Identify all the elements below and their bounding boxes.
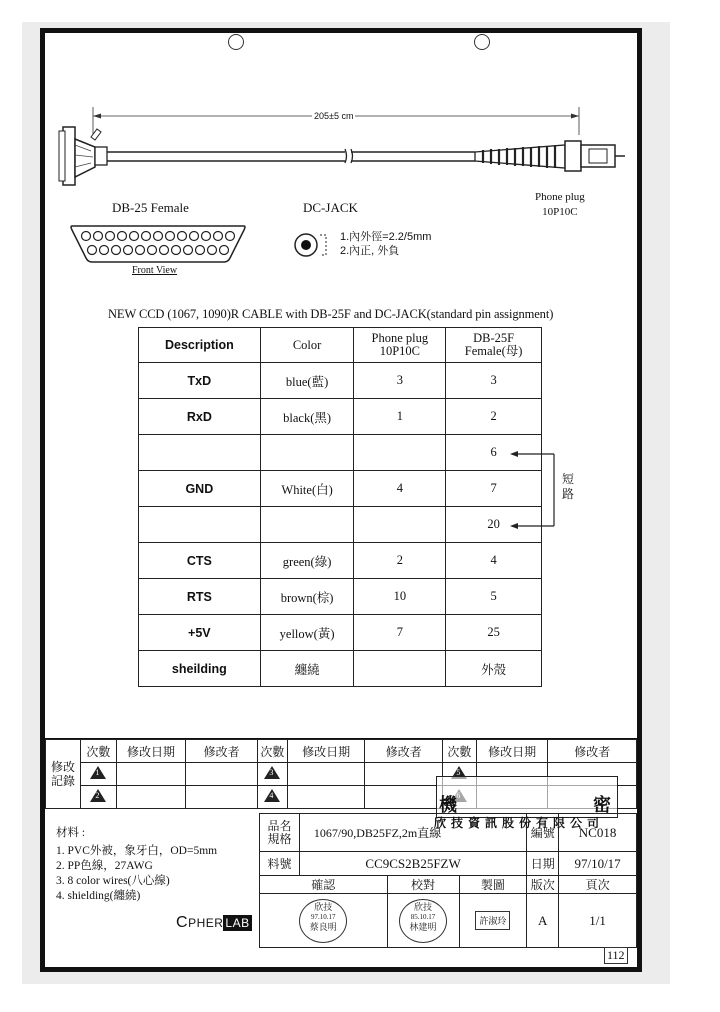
cell-desc (139, 507, 261, 543)
phone-plug-line2: 10P10C (542, 206, 578, 218)
table-row (139, 363, 542, 399)
dc-note-1: 1.內外徑=2.2/5mm (340, 231, 432, 243)
cable-length-label: 205±5 cm (314, 111, 354, 121)
cell-desc: +5V (139, 615, 261, 651)
cell-desc: GND (139, 471, 261, 507)
rev-mark-text: 3 (269, 767, 274, 777)
confirm-stamp-cell (260, 894, 388, 948)
code-value: NC018 (559, 814, 637, 852)
table-row (139, 579, 542, 615)
cell-db: 2 (446, 399, 542, 435)
cell-phone: 3 (354, 363, 446, 399)
rev-mark-text: 5 (456, 767, 461, 777)
table-row (139, 507, 542, 543)
rev-mark-text: 4 (269, 790, 274, 800)
dc-jack-notes (340, 230, 431, 258)
cell-db: 7 (446, 471, 542, 507)
cell-color: brown(棕) (260, 579, 354, 615)
name-value: 1067/90,DB25FZ,2m直線 (299, 814, 526, 852)
confidential-box (436, 776, 618, 818)
rev-editor-header: 修改者 (186, 740, 258, 763)
cell-desc: TxD (139, 363, 261, 399)
table-row (139, 399, 542, 435)
cell-color: blue(藍) (260, 363, 354, 399)
table-row (139, 435, 542, 471)
logo-pher: PHER (188, 916, 224, 930)
cell-phone: 10 (354, 579, 446, 615)
cell-db: 6 (446, 435, 542, 471)
revision-mark-2 (80, 786, 116, 809)
part-label: 料號 (260, 852, 300, 876)
page-value: 1/1 (559, 894, 637, 948)
table-row (139, 615, 542, 651)
header-phone-plug (354, 328, 446, 363)
phone-plug-line1: Phone plug (535, 191, 585, 203)
rev-editor-header: 修改者 (365, 740, 443, 763)
stamp-text: 欣技 (314, 901, 333, 912)
material-item: 3. 8 color wires(八心線) (56, 875, 170, 887)
draw-label: 製圖 (459, 876, 527, 894)
dc-jack-symbol (292, 230, 332, 260)
table-row (139, 543, 542, 579)
cell-db: 20 (446, 507, 542, 543)
cell-color: 纏繞 (260, 651, 354, 687)
revision-mark-3 (257, 763, 287, 786)
cell-db: 3 (446, 363, 542, 399)
cell-db: 外殼 (446, 651, 542, 687)
cell-color: black(黑) (260, 399, 354, 435)
cell-db: 5 (446, 579, 542, 615)
cell-db: 25 (446, 615, 542, 651)
cell-desc (139, 435, 261, 471)
info-row-signoff-header (260, 876, 637, 894)
table-row (139, 471, 542, 507)
cell-color (260, 435, 354, 471)
header-phone-line1: Phone plug (371, 331, 429, 345)
revision-mark-1 (80, 763, 116, 786)
revision-mark-4 (257, 786, 287, 809)
logo-lab: LAB (225, 916, 250, 930)
cell-desc: RxD (139, 399, 261, 435)
materials-block (56, 826, 217, 904)
stamp-date: 97.10.17 (311, 912, 336, 921)
confirm-label: 確認 (260, 876, 388, 894)
info-row-signoff (260, 894, 637, 948)
cell-color (260, 507, 354, 543)
materials-title: 材料 : (56, 827, 86, 839)
header-db25 (446, 328, 542, 363)
rev-count-header: 次數 (442, 740, 476, 763)
pin-assignment-table (138, 327, 542, 687)
info-row-name (260, 814, 637, 852)
cell-phone (354, 651, 446, 687)
front-view-label: Front View (132, 265, 178, 276)
cipherlab-logo (176, 914, 252, 932)
rev-date-header: 修改日期 (116, 740, 186, 763)
rev-mark-text: 1 (95, 767, 100, 777)
cell-desc: CTS (139, 543, 261, 579)
page-label: 頁次 (559, 876, 637, 894)
confidential-left: 機 (439, 795, 457, 815)
draw-stamp-cell (459, 894, 527, 948)
cell-phone: 7 (354, 615, 446, 651)
info-row-part (260, 852, 637, 876)
stamp-name: 蔡良明 (309, 921, 337, 932)
table-title: NEW CCD (1067, 1090)R CABLE with DB-25F and DC-JACK(standard pin assignment) (108, 307, 554, 321)
cell-color: yellow(黃) (260, 615, 354, 651)
rev-editor-header: 修改者 (548, 740, 637, 763)
material-item: 1. PVC外被，象牙白，OD=5mm (56, 845, 218, 857)
cell-phone (354, 435, 446, 471)
phone-plug-label (535, 190, 585, 220)
revision-side-label: 修改記錄 (46, 740, 81, 809)
material-item: 4. shielding(纏繞) (56, 890, 141, 902)
dc-jack-label: DC-JACK (303, 200, 358, 215)
rev-count-header: 次數 (80, 740, 116, 763)
title-block-table (259, 813, 637, 948)
name-label: 品名規格 (260, 814, 300, 852)
dc-note-2: 2.內正, 外負 (340, 245, 400, 257)
cell-phone: 1 (354, 399, 446, 435)
company-name: 欣技資訊股份有限公司 (434, 816, 605, 830)
cell-desc: sheilding (139, 651, 261, 687)
cell-db: 4 (446, 543, 542, 579)
header-phone-line2: 10P10C (379, 344, 420, 358)
db25-label: DB-25 Female (112, 200, 189, 215)
cell-phone: 2 (354, 543, 446, 579)
draw-stamp: 許淑玲 (475, 911, 510, 930)
rev-date-header: 修改日期 (476, 740, 548, 763)
check-stamp-cell (387, 894, 459, 948)
corner-number: 112 (604, 947, 628, 964)
version-label: 版次 (527, 876, 559, 894)
cell-color: White(白) (260, 471, 354, 507)
cell-phone (354, 507, 446, 543)
stamp-name: 林建明 (409, 921, 437, 932)
part-value: CC9CS2B25FZW (299, 852, 526, 876)
short-circuit-note: 短路 (562, 472, 575, 501)
header-db-line2: Female(母) (464, 344, 523, 358)
rev-mark-text: 2 (95, 790, 100, 800)
header-color: Color (260, 328, 354, 363)
cell-desc: RTS (139, 579, 261, 615)
code-label: 編號 (527, 814, 559, 852)
db25-front-view (68, 222, 248, 264)
date-label: 日期 (527, 852, 559, 876)
short-circuit-bracket (508, 446, 558, 534)
stamp-date: 85.10.17 (410, 912, 436, 921)
check-label: 校對 (387, 876, 459, 894)
material-item: 2. PP色線，27AWG (56, 860, 153, 872)
stamp-text: 欣技 (414, 901, 433, 912)
header-description: Description (139, 328, 261, 363)
revision-header-row (46, 740, 637, 763)
confirm-stamp (299, 899, 347, 943)
logo-c: C (176, 914, 189, 931)
table-header-row (139, 328, 542, 363)
rev-date-header: 修改日期 (287, 740, 365, 763)
binder-hole-right (474, 34, 490, 50)
check-stamp (399, 899, 447, 943)
cell-phone: 4 (354, 471, 446, 507)
table-row (139, 651, 542, 687)
confidential-right: 密 (593, 795, 611, 815)
rev-count-header: 次數 (257, 740, 287, 763)
header-db-line1: DB-25F (473, 331, 515, 345)
binder-hole-left (228, 34, 244, 50)
version-value: A (527, 894, 559, 948)
cell-color: green(綠) (260, 543, 354, 579)
date-value: 97/10/17 (559, 852, 637, 876)
